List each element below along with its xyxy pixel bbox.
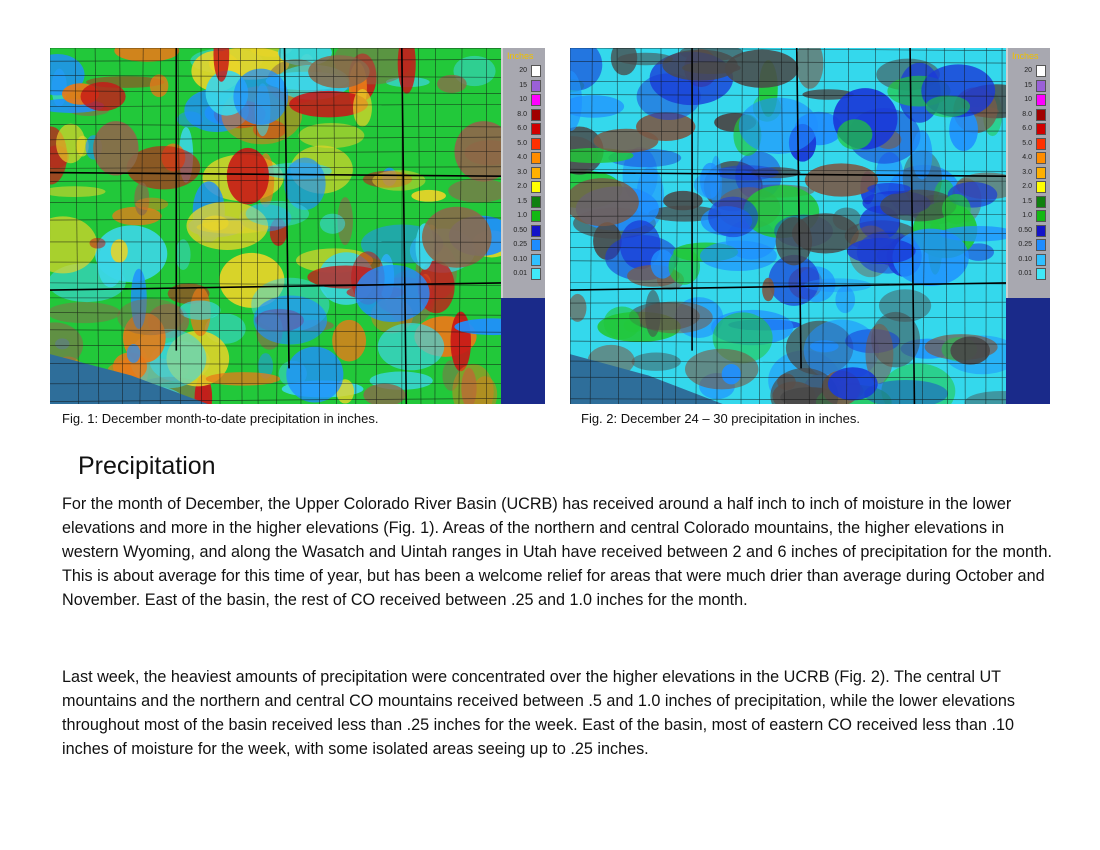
legend-swatch <box>1036 254 1046 266</box>
legend-swatch <box>1036 268 1046 280</box>
legend-label: 0.01 <box>513 270 527 277</box>
legend-swatch <box>531 80 541 92</box>
legend-swatch <box>1036 94 1046 106</box>
legend-label: 15 <box>519 81 527 89</box>
legend-label: 8.0 <box>1022 110 1032 118</box>
legend-swatch <box>531 225 541 237</box>
legend-swatch <box>531 239 541 251</box>
legend-swatch <box>1036 123 1046 135</box>
legend-label: 0.10 <box>513 255 527 263</box>
legend-label: 2.0 <box>1022 183 1032 190</box>
legend-swatch <box>531 196 541 208</box>
legend-label: 6.0 <box>1022 125 1032 132</box>
legend-swatch <box>531 268 541 280</box>
paragraph-week: Last week, the heaviest amounts of precipitation were concentrated over the higher elevations in the UCRB (Fig. 2). The central UT mountains and the northern and central CO mountains received between .5 and 1.0 inches of precipitation, while the lower elevations throughout most of the basin received less than .25 inches for the week. East of the basin, most of eastern CO received less than .10 inches of moisture for the week, with some isolated areas seeing up to .25 inches. <box>62 668 1015 758</box>
legend-entry <box>505 79 545 93</box>
legend-label: 1.5 <box>1022 197 1032 205</box>
legend-entry <box>505 137 545 151</box>
legend-swatch <box>531 109 541 121</box>
paragraph-month: For the month of December, the Upper Colorado River Basin (UCRB) has received around a half inch to inch of moisture in the lower elevations and more in the higher elevations (Fig. 1). Areas of the northern and central Colorado mountains, the higher elevations in western Wyoming, and along the Wasatch and Uintah ranges in Utah have received between 2 and 6 inches of precipitation for the month. This is about average for this time of year, but has been a welcome relief for areas that were much drier than average during October and November. East of the basin, the rest of CO received between .25 and 1.0 inches for the month. <box>62 495 1052 609</box>
figure-1-caption: Fig. 1: December month-to-date precipitation in inches. <box>62 411 379 426</box>
legend-label: 0.50 <box>1018 226 1032 234</box>
figure-2-map <box>570 48 1050 404</box>
legend-entry <box>1010 93 1050 107</box>
legend-label: 0.25 <box>1018 241 1032 248</box>
legend-entry <box>505 166 545 180</box>
figure-2-caption: Fig. 2: December 24 – 30 precipitation in inches. <box>581 411 860 426</box>
legend-label: 20 <box>519 67 527 74</box>
legend-entry <box>1010 79 1050 93</box>
legend-label: 8.0 <box>517 110 527 118</box>
legend-entry <box>505 224 545 238</box>
legend-entry <box>1010 151 1050 165</box>
legend-entry <box>505 93 545 107</box>
legend-swatch <box>531 181 541 193</box>
legend-swatch <box>531 94 541 106</box>
color-legend <box>1006 48 1050 404</box>
legend-label: 20 <box>1024 67 1032 74</box>
legend-label: 1.0 <box>1022 212 1032 219</box>
legend-entry <box>505 195 545 209</box>
legend-label: 2.0 <box>517 183 527 190</box>
legend-swatch <box>531 138 541 150</box>
precip-map-weekly <box>570 48 1006 404</box>
legend-label: 0.25 <box>513 241 527 248</box>
legend-swatch <box>531 254 541 266</box>
legend-swatch <box>531 123 541 135</box>
legend-swatch <box>1036 239 1046 251</box>
legend-title: Inches <box>1012 51 1039 61</box>
legend-swatch <box>1036 181 1046 193</box>
legend-label: 3.0 <box>1022 168 1032 176</box>
legend-entry <box>505 209 545 223</box>
section-title: Precipitation <box>78 452 216 480</box>
color-legend <box>501 48 545 404</box>
legend-swatch <box>531 65 541 77</box>
legend-swatch <box>1036 152 1046 164</box>
legend-swatch <box>1036 80 1046 92</box>
precip-map-month-to-date <box>50 48 501 404</box>
legend-swatch <box>1036 109 1046 121</box>
legend-label: 4.0 <box>1022 154 1032 161</box>
legend-swatch <box>1036 167 1046 179</box>
legend-label: 5.0 <box>1022 139 1032 147</box>
legend-entry <box>1010 137 1050 151</box>
legend-swatch <box>531 167 541 179</box>
legend-swatch <box>531 210 541 222</box>
legend-entry <box>1010 267 1050 281</box>
legend-entry <box>505 64 545 78</box>
legend-entry <box>1010 195 1050 209</box>
legend-swatch <box>1036 225 1046 237</box>
legend-swatch <box>531 152 541 164</box>
legend-entry <box>505 267 545 281</box>
legend-label: 10 <box>1024 96 1032 103</box>
legend-entry <box>1010 224 1050 238</box>
legend-entry <box>1010 253 1050 267</box>
legend-entry <box>1010 64 1050 78</box>
legend-swatch <box>1036 210 1046 222</box>
legend-label: 15 <box>1024 81 1032 89</box>
legend-entry <box>505 122 545 136</box>
legend-entry <box>1010 166 1050 180</box>
legend-label: 0.50 <box>513 226 527 234</box>
legend-entry <box>1010 180 1050 194</box>
legend-label: 1.0 <box>517 212 527 219</box>
legend-swatch <box>1036 196 1046 208</box>
legend-entry <box>505 180 545 194</box>
legend-swatch <box>1036 65 1046 77</box>
legend-title: Inches <box>507 51 534 61</box>
legend-label: 3.0 <box>517 168 527 176</box>
legend-entry <box>1010 238 1050 252</box>
figure-1-map <box>50 48 545 404</box>
legend-label: 10 <box>519 96 527 103</box>
legend-entry <box>1010 209 1050 223</box>
legend-entry <box>505 108 545 122</box>
legend-label: 0.01 <box>1018 270 1032 277</box>
legend-entry <box>1010 122 1050 136</box>
legend-entry <box>505 151 545 165</box>
legend-entry <box>1010 108 1050 122</box>
legend-label: 4.0 <box>517 154 527 161</box>
legend-label: 6.0 <box>517 125 527 132</box>
legend-swatch <box>1036 138 1046 150</box>
legend-label: 0.10 <box>1018 255 1032 263</box>
legend-label: 1.5 <box>517 197 527 205</box>
legend-entry <box>505 253 545 267</box>
legend-label: 5.0 <box>517 139 527 147</box>
legend-entry <box>505 238 545 252</box>
